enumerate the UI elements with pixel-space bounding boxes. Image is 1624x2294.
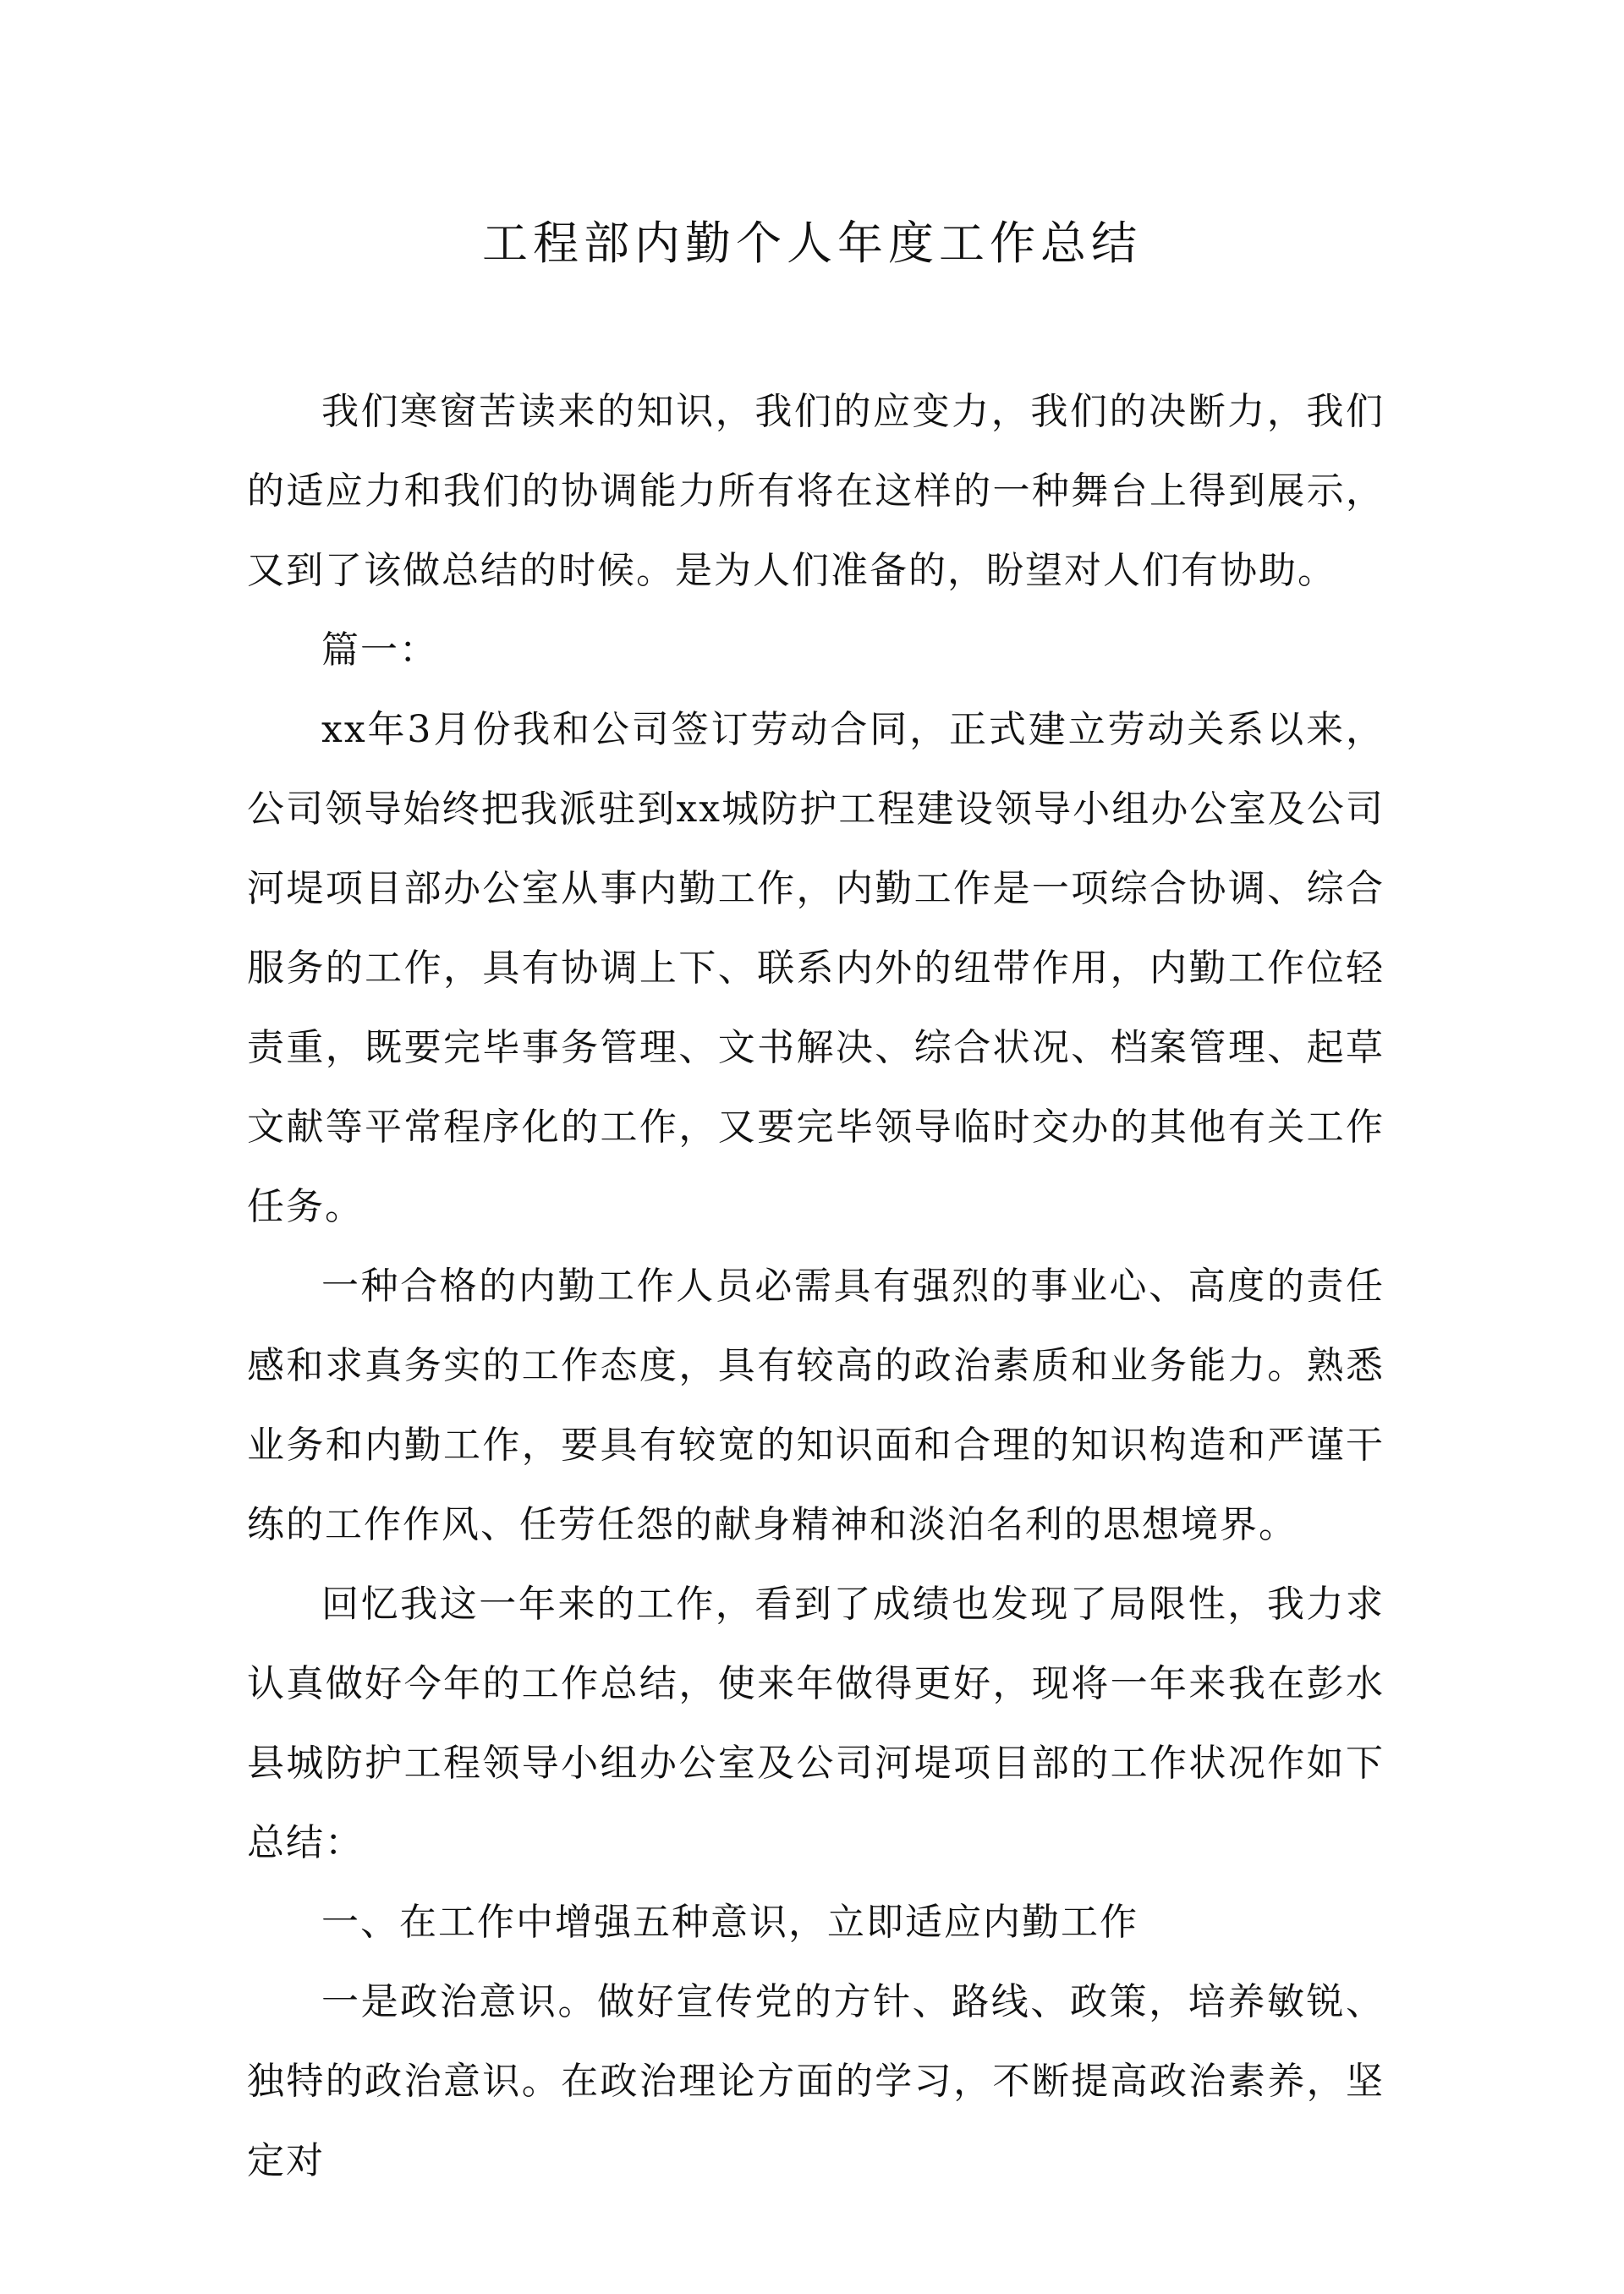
paragraph-intro: 我们寒窗苦读来的知识，我们的应变力，我们的决断力，我们的适应力和我们的协调能力所有将在这样的一种舞台上得到展示，又到了该做总结的时候。是为人们准备的，盼望对人们有协助。 xyxy=(247,390,1385,592)
paragraph-heading-one: 一、在工作中增强五种意识，立即适应内勤工作 xyxy=(321,1901,1138,1944)
paragraph-qualifications: 一种合格的内勤工作人员必需具有强烈的事业心、高度的责任感和求真务实的工作态度，具有较高的政治素质和业务能力。熟悉业务和内勤工作，要具有较宽的知识面和合理的知识构造和严谨干练的工作作风、任劳任怨的献身精神和淡泊名利的思想境界。 xyxy=(247,1265,1385,1546)
document-body xyxy=(247,372,1385,2201)
paragraph-section-heading: 篇一： xyxy=(321,628,438,672)
paragraph-review: 回忆我这一年来的工作，看到了成绩也发现了局限性，我力求认真做好今年的工作总结，使来年做得更好，现将一年来我在彭水县城防护工程领导小组办公室及公司河堤项目部的工作状况作如下总结： xyxy=(247,1583,1385,1864)
paragraph-political-awareness: 一是政治意识。做好宣传党的方针、路线、政策，培养敏锐、独特的政治意识。在政治理论方面的学习，不断提高政治素养，坚定对 xyxy=(247,1980,1385,2182)
paragraph-contract: xx年3月份我和公司签订劳动合同，正式建立劳动关系以来，公司领导始终把我派驻到xx城防护工程建设领导小组办公室及公司河堤项目部办公室从事内勤工作，内勤工作是一项综合协调、综合服务的工作，具有协调上下、联系内外的纽带作用，内勤工作位轻责重，既要完毕事务管理、文书解决、综合状况、档案管理、起草文献等平常程序化的工作，又要完毕领导临时交办的其他有关工作任务。 xyxy=(247,708,1385,1228)
document-title: 工程部内勤个人年度工作总结 xyxy=(482,217,1142,270)
